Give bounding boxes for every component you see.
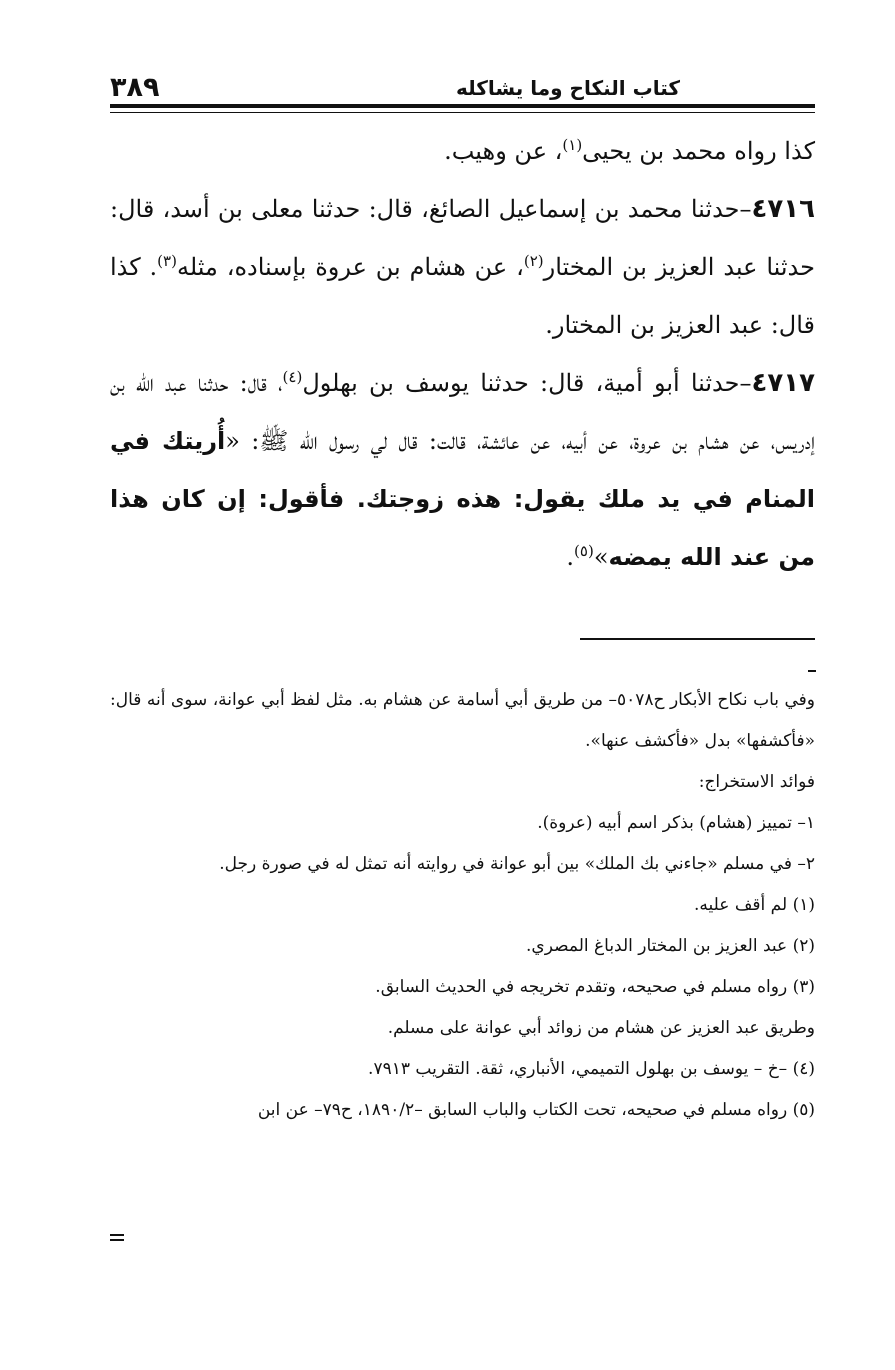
footnote-3-note: وطريق عبد العزيز عن هشام من زوائد أبي عوانة على مسلم. [387, 1018, 815, 1038]
footnote-3: (٣) رواه مسلم في صحيحه، وتقدم تخريجه في الحديث السابق. [375, 977, 815, 997]
header-rule-thin [110, 112, 815, 113]
page-number: ٣٨٩ [110, 72, 160, 103]
footnote-ref: (٢) [523, 252, 544, 270]
footnotes [110, 680, 815, 1131]
footnote-ref: (١) [562, 136, 583, 154]
footnote-point: ١– تمييز (هشام) بذكر اسم أبيه (عروة). [537, 813, 815, 833]
footnote-5: (٥) رواه مسلم في صحيحه، تحت الكتاب والباب السابق –١٨٩٠/٢، ح٧٩– عن ابن [257, 1100, 815, 1120]
footnote-ref: (٤) [282, 368, 303, 386]
footnote-separator [580, 638, 815, 640]
continuation-mark-bottom [110, 1234, 124, 1244]
prophetic-quote: أُريتك في المنام في يد ملك يقول: هذه زوجتك. فأقول: إن كان هذا من عند الله يمضه [110, 427, 815, 571]
header-rule-thick [110, 104, 815, 108]
hadith-4717: ٤٧١٧–حدثنا أبو أمية، قال: حدثنا يوسف بن بهلول$^{(٤)}$، قال: حدثنا عبد الله بن إدريس، عن هشام بن عروة، عن أبيه، عن عائشة، قالت: قال لي رسول الله ﷺ: «أُريتك في المنام في يد ملك يقول: هذه زوجتك. فأقول: إن كان هذا من عند الله يمضه»$^{(٥)}$. [110, 368, 816, 571]
footnote-ref: (٥) [574, 542, 594, 560]
hadith-number: ٤٧١٧ [751, 368, 815, 398]
footnote-continued: وفي باب نكاح الأبكار ح٥٠٧٨– من طريق أبي أسامة عن هشام به. مثل لفظ أبي عوانة، سوى أنه قال: «فأكشفها» بدل «فأكشف عنها». [110, 690, 815, 751]
footnote-point: ٢– في مسلم «جاءني بك الملك» بين أبو عوانة في روايته أنه تمثل له في صورة رجل. [219, 854, 815, 874]
footnote-1: (١) لم أقف عليه. [694, 895, 815, 915]
hadith-number: ٤٧١٦ [751, 194, 815, 224]
footnote-2: (٢) عبد العزيز بن المختار الدباغ المصري. [526, 936, 815, 956]
footnote-subheading: فوائد الاستخراج: [698, 772, 815, 792]
continuation-mark [808, 670, 816, 672]
footnote-4: (٤) –خ – يوسف بن بهلول التميمي، الأنباري، ثقة. التقريب ٧٩١٣. [368, 1059, 815, 1079]
main-text [110, 122, 815, 586]
running-title: كتاب النكاح وما يشاكله [456, 76, 680, 100]
hadith-4716: ٤٧١٦–حدثنا محمد بن إسماعيل الصائغ، قال: حدثنا معلى بن أسد، قال: حدثنا عبد العزيز بن المختار$^{(٢)}$، عن هشام بن عروة بإسناده، مثله$^{(٣)}$. كذا قال: عبد العزيز بن المختار. [110, 194, 815, 339]
paragraph-intro: كذا رواه محمد بن يحيى$^{(١)}$، عن وهيب. [444, 136, 815, 165]
footnote-ref: (٣) [157, 252, 177, 270]
